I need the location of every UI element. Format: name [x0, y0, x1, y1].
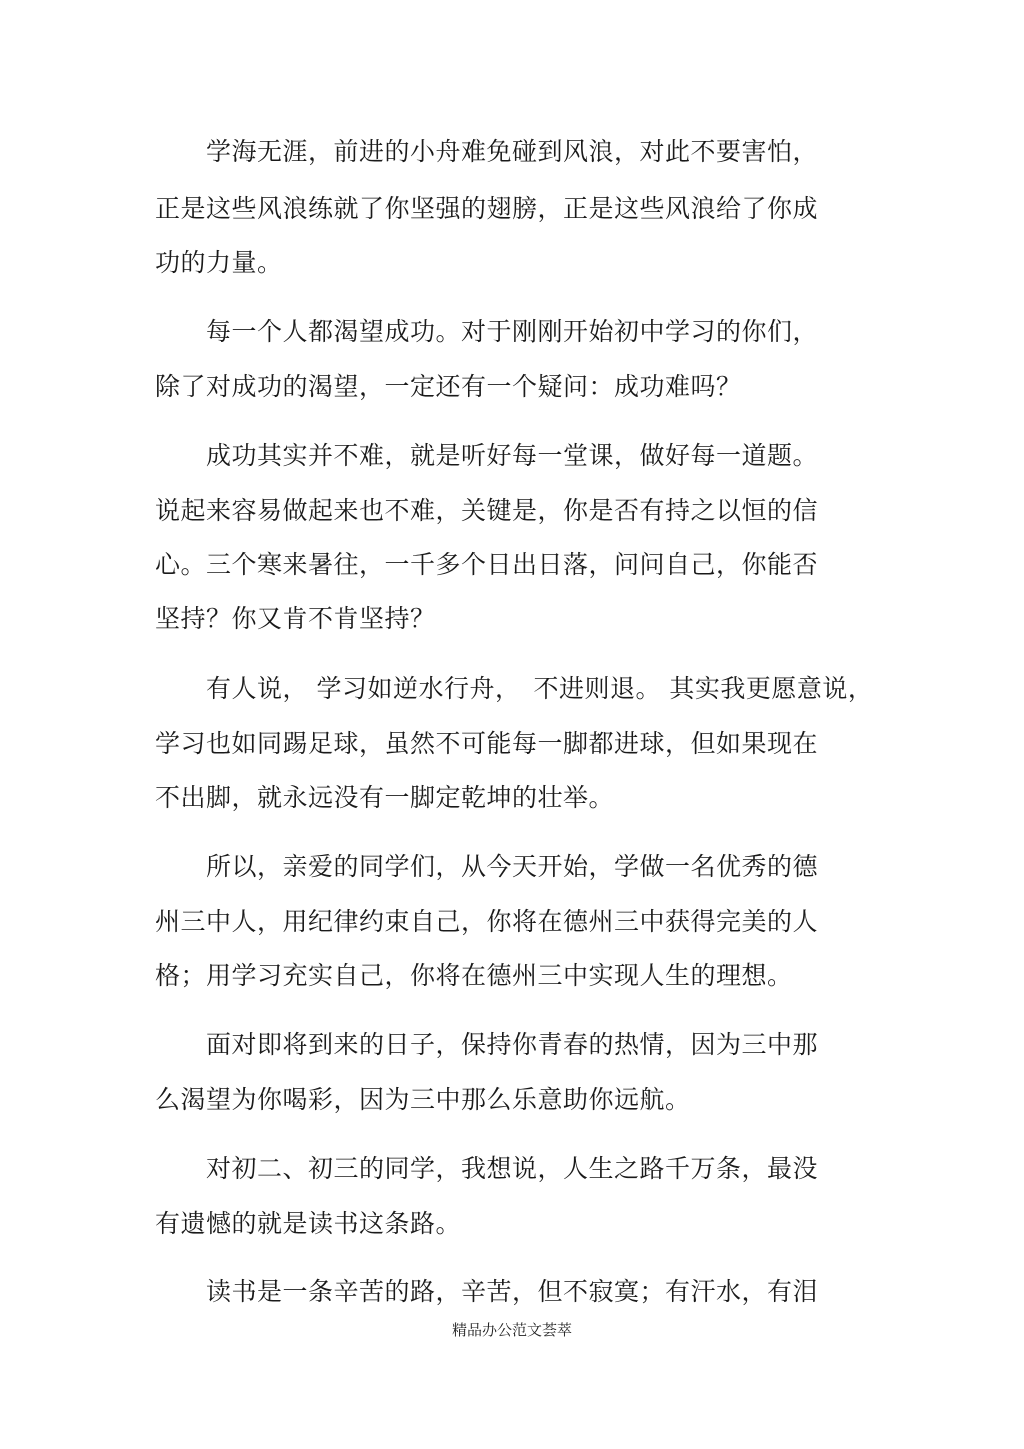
text-line: 学海无涯，前进的小舟难免碰到风浪，对此不要害怕， — [155, 137, 819, 166]
text-line: 正是这些风浪练就了你坚强的翅膀，正是这些风浪给了你成 — [155, 194, 819, 223]
text-line: 格；用学习充实自己，你将在德州三中实现人生的理想。 — [155, 961, 793, 990]
text-line: 读书是一条辛苦的路，辛苦，但不寂寞；有汗水，有泪 — [155, 1277, 819, 1306]
text-line: 对初二、初三的同学，我想说，人生之路千万条，最没 — [155, 1154, 819, 1183]
text-line: 有遗憾的就是读书这条路。 — [155, 1209, 462, 1238]
text-line: 每一个人都渴望成功。对于刚刚开始初中学习的你们， — [155, 317, 819, 346]
page-footer: 精品办公范文荟萃 — [451, 1321, 572, 1339]
text-line: 心。三个寒来暑往，一千多个日出日落，问问自己，你能否 — [155, 550, 819, 579]
text-line: 功的力量。 — [155, 248, 283, 277]
text-line: 不出脚，就永远没有一脚定乾坤的壮举。 — [155, 783, 615, 812]
text-line: 学习也如同踢足球，虽然不可能每一脚都进球，但如果现在 — [155, 729, 819, 758]
text-line: 成功其实并不难，就是听好每一堂课，做好每一道题。 — [155, 441, 819, 470]
text-line: 州三中人，用纪律约束自己，你将在德州三中获得完美的人 — [155, 907, 819, 936]
text-line: 有人说， 学习如逆水行舟， 不进则退。 其实我更愿意说， — [155, 674, 874, 703]
text-line: 面对即将到来的日子，保持你青春的热情，因为三中那 — [155, 1030, 819, 1059]
text-line: 除了对成功的渴望，一定还有一个疑问：成功难吗？ — [155, 372, 742, 401]
text-line: 所以，亲爱的同学们，从今天开始，学做一名优秀的德 — [155, 852, 819, 881]
text-line: 坚持？你又肯不肯坚持？ — [155, 604, 436, 633]
text-line: 说起来容易做起来也不难，关键是，你是否有持之以恒的信 — [155, 496, 819, 525]
text-line: 么渴望为你喝彩，因为三中那么乐意助你远航。 — [155, 1085, 691, 1114]
